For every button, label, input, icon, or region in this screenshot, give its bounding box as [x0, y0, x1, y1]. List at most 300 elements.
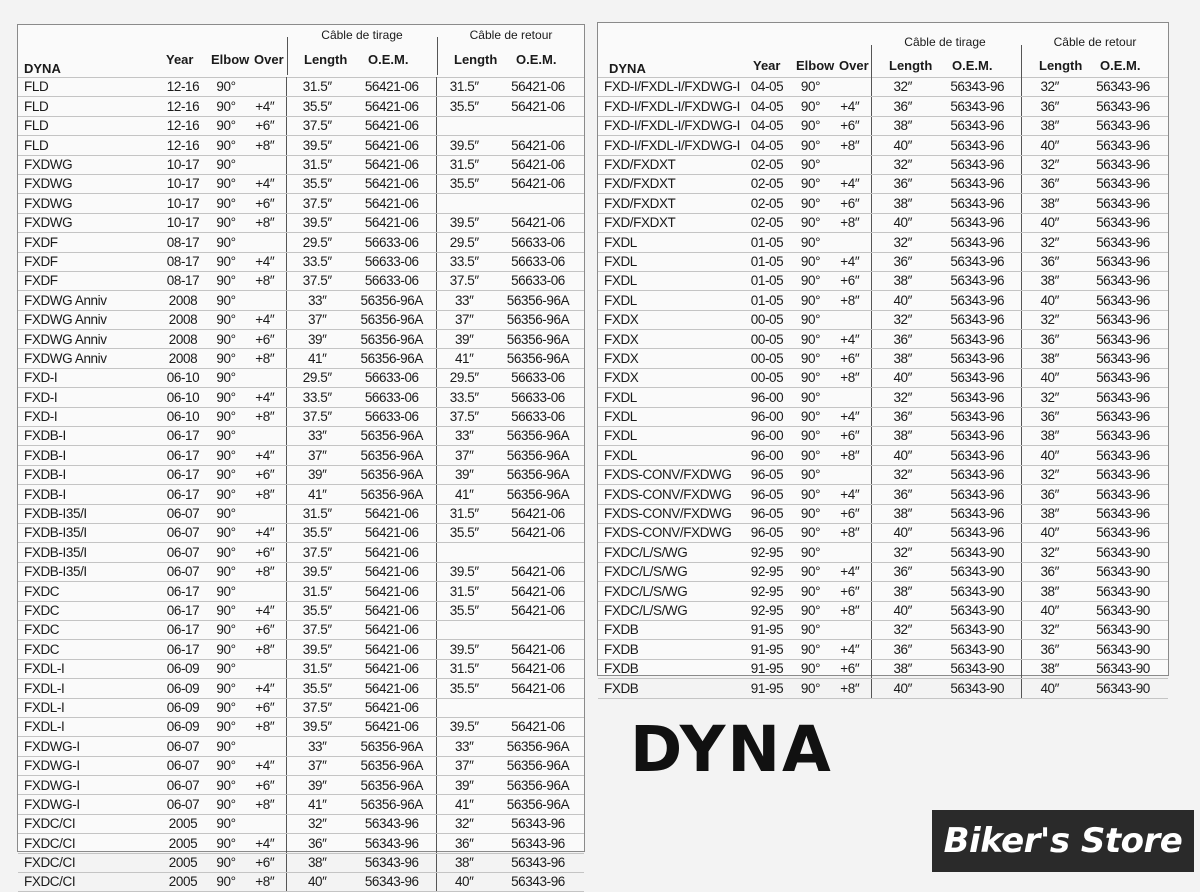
cell-pull-oem: 56343-96 [934, 330, 1021, 349]
cell-over: +4″ [829, 330, 871, 349]
table-row [598, 271, 1168, 290]
cell-over [829, 310, 871, 329]
table-row [18, 233, 584, 252]
table-row [598, 620, 1168, 639]
cell-return-oem: 56356-96A [492, 310, 584, 329]
cell-over: +4″ [244, 756, 286, 775]
cell-return-length: 38″ [1021, 116, 1078, 135]
cell-return-oem: 56343-96 [1078, 252, 1168, 271]
cell-return-length: 36″ [1021, 97, 1078, 116]
cell-pull-oem: 56633-06 [348, 407, 436, 426]
cell-pull-oem: 56343-96 [934, 116, 1021, 135]
cell-over: +4″ [244, 523, 286, 542]
cell-elbow: 90° [208, 659, 244, 678]
cell-return-oem: 56421-06 [492, 155, 584, 174]
cell-pull-oem: 56356-96A [348, 776, 436, 795]
cell-model: FXDWG-I [18, 756, 158, 775]
cell-return-length: 40″ [1021, 601, 1078, 620]
cell-model: FXDL-I [18, 698, 158, 717]
col-header-length-pull: Length [889, 58, 933, 73]
cell-return-length: 40″ [1021, 523, 1078, 542]
cell-return-length: 37″ [436, 310, 492, 329]
cell-model: FXD-I/FXDL-I/FXDWG-I [598, 78, 742, 97]
cell-elbow: 90° [208, 717, 244, 736]
cell-pull-oem: 56343-96 [934, 97, 1021, 116]
cell-return-length: 40″ [1021, 291, 1078, 310]
cell-return-length: 32″ [1021, 543, 1078, 562]
cell-elbow: 90° [792, 291, 829, 310]
cell-model: FXDC/L/S/WG [598, 562, 742, 581]
table-row [598, 310, 1168, 329]
cell-elbow: 90° [792, 368, 829, 387]
cell-return-length: 39″ [436, 776, 492, 795]
cell-pull-length: 33″ [286, 427, 348, 446]
table-row [18, 795, 584, 814]
cell-over: +8″ [244, 485, 286, 504]
cell-return-length: 35.5″ [436, 174, 492, 193]
cell-model: FXDC/CI [18, 873, 158, 892]
cell-model: FXDS-CONV/FXDWG [598, 485, 742, 504]
cell-model: FXDX [598, 349, 742, 368]
cell-return-length: 32″ [1021, 78, 1078, 97]
cell-year: 2005 [158, 873, 208, 892]
cell-year: 06-10 [158, 368, 208, 387]
store-logo-text: Biker's Store [943, 821, 1183, 861]
cell-over: +8″ [244, 795, 286, 814]
cell-elbow: 90° [792, 601, 829, 620]
cell-year: 01-05 [742, 271, 792, 290]
cell-elbow: 90° [208, 252, 244, 271]
cell-elbow: 90° [792, 562, 829, 581]
cell-elbow: 90° [792, 523, 829, 542]
cell-pull-length: 39″ [286, 776, 348, 795]
cell-pull-oem: 56421-06 [348, 659, 436, 678]
cell-pull-oem: 56421-06 [348, 504, 436, 523]
cell-model: FXDC [18, 582, 158, 601]
cell-model: FXDB-I35/I [18, 543, 158, 562]
cell-pull-oem: 56421-06 [348, 717, 436, 736]
cell-return-oem: 56343-96 [1078, 446, 1168, 465]
cell-elbow: 90° [792, 679, 829, 698]
col-header-year: Year [166, 52, 194, 67]
cell-pull-length: 35.5″ [286, 523, 348, 542]
cell-pull-length: 35.5″ [286, 601, 348, 620]
cell-over: +6″ [829, 194, 871, 213]
cell-model: FXDWG-I [18, 776, 158, 795]
cell-over [244, 368, 286, 387]
cell-return-length: 32″ [1021, 155, 1078, 174]
cell-year: 06-07 [158, 756, 208, 775]
cell-pull-oem: 56343-90 [934, 640, 1021, 659]
cell-return-length [436, 698, 492, 717]
cell-over [244, 155, 286, 174]
cell-pull-oem: 56421-06 [348, 194, 436, 213]
cell-over: +4″ [244, 446, 286, 465]
cell-return-length: 38″ [1021, 427, 1078, 446]
cell-return-oem: 56421-06 [492, 640, 584, 659]
cell-return-length: 31.5″ [436, 78, 492, 97]
cell-return-length: 35.5″ [436, 523, 492, 542]
cell-return-oem: 56343-90 [1078, 562, 1168, 581]
table-row [598, 213, 1168, 232]
table-row [598, 78, 1168, 97]
cell-elbow: 90° [208, 155, 244, 174]
cell-elbow: 90° [208, 427, 244, 446]
cell-year: 06-07 [158, 504, 208, 523]
cell-over [244, 814, 286, 833]
cell-return-oem: 56421-06 [492, 97, 584, 116]
cell-pull-length: 40″ [871, 291, 934, 310]
cell-elbow: 90° [208, 620, 244, 639]
cell-pull-length: 37″ [286, 756, 348, 775]
cell-model: FXDB [598, 620, 742, 639]
cell-model: FXDC [18, 640, 158, 659]
cell-return-oem [492, 194, 584, 213]
cell-pull-length: 35.5″ [286, 679, 348, 698]
cell-pull-oem: 56343-96 [934, 523, 1021, 542]
cell-over: +6″ [244, 194, 286, 213]
col-header-model: DYNA [609, 61, 646, 76]
cell-elbow: 90° [208, 504, 244, 523]
cell-return-length: 38″ [1021, 582, 1078, 601]
cell-model: FXDWG-I [18, 795, 158, 814]
table-row [598, 330, 1168, 349]
col-header-year: Year [753, 58, 781, 73]
table-row [18, 97, 584, 116]
cell-over: +4″ [244, 834, 286, 853]
cell-elbow: 90° [208, 485, 244, 504]
cell-return-oem: 56343-90 [1078, 620, 1168, 639]
cell-return-oem: 56343-96 [1078, 388, 1168, 407]
cell-return-oem: 56343-96 [1078, 155, 1168, 174]
cell-year: 91-95 [742, 640, 792, 659]
cell-elbow: 90° [208, 814, 244, 833]
cell-pull-length: 38″ [871, 271, 934, 290]
cell-pull-length: 41″ [286, 485, 348, 504]
cell-year: 92-95 [742, 582, 792, 601]
cell-return-oem: 56421-06 [492, 523, 584, 542]
table-row [598, 349, 1168, 368]
cell-pull-length: 40″ [871, 136, 934, 155]
cell-year: 06-17 [158, 601, 208, 620]
cell-return-length: 37.5″ [436, 271, 492, 290]
cell-over: +4″ [244, 252, 286, 271]
cell-pull-oem: 56633-06 [348, 271, 436, 290]
table-row [598, 291, 1168, 310]
cell-year: 12-16 [158, 97, 208, 116]
cell-over [829, 465, 871, 484]
table-row [18, 446, 584, 465]
table-row [18, 523, 584, 542]
cell-model: FXDL-I [18, 659, 158, 678]
cell-model: FXD-I [18, 407, 158, 426]
cell-model: FXDB-I [18, 446, 158, 465]
cell-pull-length: 37.5″ [286, 116, 348, 135]
cell-year: 04-05 [742, 136, 792, 155]
cell-year: 96-00 [742, 407, 792, 426]
cell-pull-oem: 56343-96 [934, 368, 1021, 387]
table-row [598, 601, 1168, 620]
cell-year: 92-95 [742, 562, 792, 581]
cell-year: 06-09 [158, 698, 208, 717]
table-row [18, 213, 584, 232]
col-header-oem-return: O.E.M. [1100, 58, 1141, 73]
cell-model: FXDB-I35/I [18, 523, 158, 542]
cell-return-oem: 56343-96 [1078, 233, 1168, 252]
cell-pull-length: 36″ [871, 97, 934, 116]
cell-return-oem: 56421-06 [492, 136, 584, 155]
cell-pull-length: 39.5″ [286, 562, 348, 581]
cell-elbow: 90° [792, 407, 829, 426]
cell-year: 06-17 [158, 427, 208, 446]
cell-over: +8″ [244, 873, 286, 892]
table-row [598, 233, 1168, 252]
cell-pull-length: 37″ [286, 446, 348, 465]
cell-pull-length: 29.5″ [286, 233, 348, 252]
cell-year: 12-16 [158, 116, 208, 135]
cell-over: +8″ [244, 349, 286, 368]
cell-model: FXD/FXDXT [598, 213, 742, 232]
cell-year: 02-05 [742, 174, 792, 193]
cell-return-length: 40″ [1021, 679, 1078, 698]
cell-return-length: 33.5″ [436, 252, 492, 271]
cell-pull-oem: 56343-90 [934, 659, 1021, 678]
cell-model: FXDWG Anniv [18, 349, 158, 368]
table-row [18, 194, 584, 213]
cell-pull-oem: 56343-96 [348, 834, 436, 853]
cell-model: FXDF [18, 271, 158, 290]
cell-return-oem: 56343-96 [1078, 349, 1168, 368]
cell-model: FXDS-CONV/FXDWG [598, 523, 742, 542]
cell-year: 96-00 [742, 427, 792, 446]
cell-year: 2008 [158, 349, 208, 368]
cell-over: +6″ [829, 582, 871, 601]
cell-return-length: 32″ [436, 814, 492, 833]
cell-elbow: 90° [208, 873, 244, 892]
cell-model: FXDB-I [18, 427, 158, 446]
cell-model: FXDC/CI [18, 814, 158, 833]
table-row [18, 310, 584, 329]
cell-return-oem: 56633-06 [492, 388, 584, 407]
table-row [598, 446, 1168, 465]
table-row [598, 582, 1168, 601]
cell-over: +4″ [829, 97, 871, 116]
group-header-return-cable: Câble de retour [469, 28, 553, 42]
cell-model: FXDF [18, 252, 158, 271]
table-row [18, 116, 584, 135]
cell-return-length: 38″ [1021, 271, 1078, 290]
cell-return-oem: 56343-90 [1078, 659, 1168, 678]
cell-return-length: 41″ [436, 485, 492, 504]
table-row [18, 155, 584, 174]
cell-return-length: 33″ [436, 291, 492, 310]
cell-pull-length: 40″ [871, 523, 934, 542]
cell-over: +6″ [244, 465, 286, 484]
cell-pull-length: 36″ [871, 485, 934, 504]
cell-pull-oem: 56343-96 [934, 213, 1021, 232]
table-row [18, 562, 584, 581]
cell-pull-length: 32″ [871, 310, 934, 329]
cell-year: 00-05 [742, 368, 792, 387]
cell-year: 06-17 [158, 640, 208, 659]
table-row [18, 291, 584, 310]
cell-model: FLD [18, 97, 158, 116]
cell-pull-length: 37.5″ [286, 271, 348, 290]
cell-return-length: 33″ [436, 427, 492, 446]
cell-model: FXDWG Anniv [18, 330, 158, 349]
cell-over: +8″ [829, 291, 871, 310]
cell-return-length: 37″ [436, 756, 492, 775]
cell-year: 06-07 [158, 795, 208, 814]
cell-year: 06-17 [158, 485, 208, 504]
cell-return-length: 39″ [436, 465, 492, 484]
cell-pull-length: 36″ [871, 640, 934, 659]
cell-pull-length: 31.5″ [286, 78, 348, 97]
cell-year: 02-05 [742, 194, 792, 213]
cell-over: +4″ [244, 310, 286, 329]
cell-over: +8″ [829, 136, 871, 155]
cell-pull-oem: 56421-06 [348, 582, 436, 601]
cell-pull-length: 36″ [286, 834, 348, 853]
col-header-elbow: Elbow [211, 52, 250, 67]
cell-over: +8″ [244, 717, 286, 736]
cell-return-oem: 56343-90 [1078, 543, 1168, 562]
col-header-oem-pull: O.E.M. [368, 52, 409, 67]
cell-pull-length: 31.5″ [286, 582, 348, 601]
table-row [18, 271, 584, 290]
cell-pull-oem: 56633-06 [348, 368, 436, 387]
cell-year: 06-07 [158, 523, 208, 542]
cell-pull-oem: 56343-96 [934, 271, 1021, 290]
cell-return-length [436, 116, 492, 135]
cell-return-oem: 56343-96 [1078, 427, 1168, 446]
cell-pull-oem: 56356-96A [348, 349, 436, 368]
cell-elbow: 90° [208, 349, 244, 368]
cell-pull-oem: 56421-06 [348, 213, 436, 232]
cell-pull-length: 39″ [286, 330, 348, 349]
cell-year: 12-16 [158, 136, 208, 155]
cell-pull-oem: 56421-06 [348, 97, 436, 116]
cell-elbow: 90° [792, 446, 829, 465]
cell-pull-oem: 56343-96 [934, 136, 1021, 155]
cell-model: FXDB-I35/I [18, 504, 158, 523]
cell-over: +6″ [244, 620, 286, 639]
cell-elbow: 90° [208, 213, 244, 232]
cell-pull-oem: 56421-06 [348, 640, 436, 659]
cell-return-length: 32″ [1021, 310, 1078, 329]
cell-year: 06-07 [158, 543, 208, 562]
cell-return-oem: 56343-96 [492, 853, 584, 872]
table-row [18, 136, 584, 155]
cell-return-oem: 56343-96 [492, 834, 584, 853]
table-row [18, 252, 584, 271]
cell-pull-oem: 56356-96A [348, 795, 436, 814]
cell-return-length: 38″ [1021, 194, 1078, 213]
cell-over [244, 291, 286, 310]
cell-year: 2005 [158, 834, 208, 853]
cell-return-oem: 56421-06 [492, 213, 584, 232]
cell-return-oem [492, 116, 584, 135]
cell-model: FXDB [598, 640, 742, 659]
cell-year: 04-05 [742, 116, 792, 135]
cell-pull-oem: 56343-90 [934, 620, 1021, 639]
cell-elbow: 90° [208, 601, 244, 620]
cell-over: +4″ [829, 174, 871, 193]
table-row [598, 659, 1168, 678]
cell-over [829, 155, 871, 174]
cell-return-length: 40″ [1021, 213, 1078, 232]
cell-return-oem: 56633-06 [492, 233, 584, 252]
cell-return-oem: 56356-96A [492, 330, 584, 349]
table-row [18, 698, 584, 717]
cell-model: FLD [18, 136, 158, 155]
cell-return-oem: 56343-96 [1078, 97, 1168, 116]
table-row [18, 853, 584, 872]
table-row [18, 407, 584, 426]
col-header-length-return: Length [454, 52, 498, 67]
cell-return-length: 35.5″ [436, 97, 492, 116]
table-row [18, 640, 584, 659]
cell-return-length: 36″ [436, 834, 492, 853]
right-table-panel [597, 22, 1169, 696]
cell-model: FLD [18, 78, 158, 97]
cell-pull-length: 38″ [871, 427, 934, 446]
cell-elbow: 90° [792, 155, 829, 174]
cell-pull-oem: 56421-06 [348, 543, 436, 562]
cell-pull-oem: 56343-90 [934, 562, 1021, 581]
cell-pull-oem: 56343-90 [934, 582, 1021, 601]
cell-return-oem: 56343-96 [492, 873, 584, 892]
table-row [18, 717, 584, 736]
cell-pull-oem: 56343-96 [934, 233, 1021, 252]
cell-return-length: 32″ [1021, 465, 1078, 484]
cell-model: FXDWG [18, 213, 158, 232]
table-row [598, 543, 1168, 562]
cell-pull-oem: 56343-96 [934, 465, 1021, 484]
cell-elbow: 90° [208, 640, 244, 659]
cell-model: FXDWG Anniv [18, 291, 158, 310]
cell-over: +8″ [829, 679, 871, 698]
cell-model: FXDF [18, 233, 158, 252]
cell-return-oem: 56343-96 [1078, 523, 1168, 542]
header-divider [437, 37, 438, 75]
cell-year: 96-00 [742, 446, 792, 465]
cell-pull-length: 40″ [871, 601, 934, 620]
cell-pull-length: 29.5″ [286, 368, 348, 387]
cell-model: FXDB [598, 659, 742, 678]
cell-return-oem [492, 620, 584, 639]
cell-return-oem: 56421-06 [492, 679, 584, 698]
cell-return-length: 38″ [1021, 349, 1078, 368]
cell-pull-length: 38″ [871, 194, 934, 213]
cell-elbow: 90° [208, 407, 244, 426]
cell-return-oem: 56356-96A [492, 776, 584, 795]
cell-over [829, 543, 871, 562]
table-row [18, 465, 584, 484]
cell-pull-oem: 56343-96 [934, 349, 1021, 368]
cell-pull-length: 38″ [871, 116, 934, 135]
cell-pull-length: 37.5″ [286, 698, 348, 717]
cell-model: FXDL [598, 233, 742, 252]
cell-return-length: 31.5″ [436, 155, 492, 174]
header-divider [287, 37, 288, 75]
cell-pull-length: 38″ [286, 853, 348, 872]
cell-return-oem: 56356-96A [492, 349, 584, 368]
cell-return-oem: 56343-90 [1078, 601, 1168, 620]
cell-year: 10-17 [158, 174, 208, 193]
cell-return-oem: 56343-96 [1078, 271, 1168, 290]
cell-pull-oem: 56356-96A [348, 446, 436, 465]
